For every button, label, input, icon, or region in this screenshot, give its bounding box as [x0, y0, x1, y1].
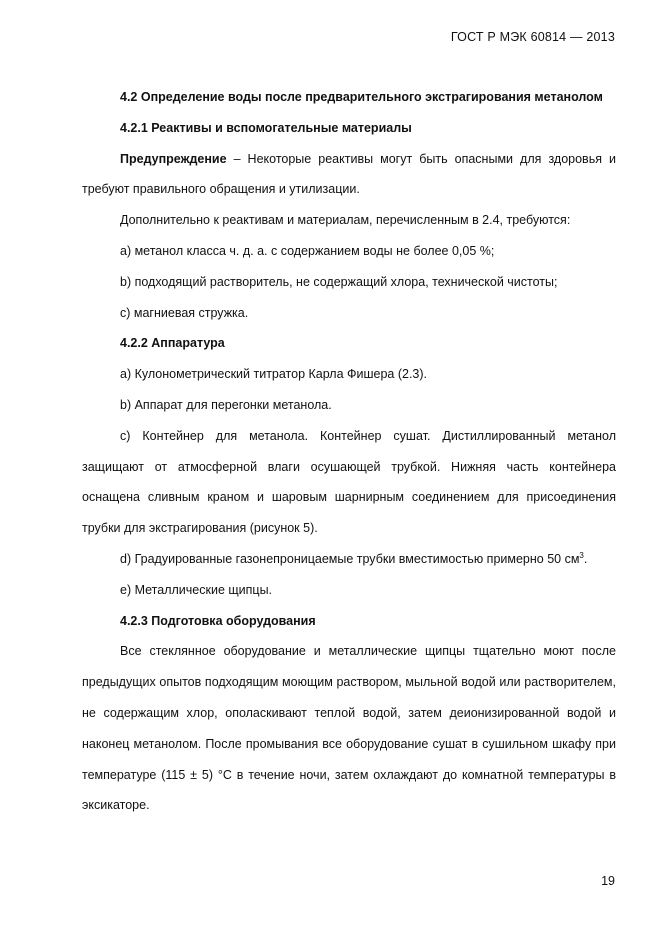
- additional-reagents-intro: Дополнительно к реактивам и материалам, перечисленным в 2.4, требуются:: [120, 213, 571, 228]
- apparatus-item-c: c) Контейнер для метанола. Контейнер сушат. Дистиллированный метанол защищают от атмосферной влаги осушающей трубкой. Нижняя часть контейнера оснащена сливным краном и шаровым шарнирным соединением для присоединения трубки для экстрагирования (рисунок 5).: [82, 428, 616, 536]
- apparatus-item-d-end: .: [583, 551, 588, 566]
- cubic-superscript: 3: [579, 550, 584, 560]
- apparatus-item-d: [82, 544, 616, 575]
- reagent-item-c: c) магниевая стружка.: [120, 305, 249, 320]
- apparatus-item-b: b) Аппарат для перегонки метанола.: [120, 397, 332, 412]
- warning-label: Предупреждение: [120, 151, 227, 166]
- warning-paragraph: [82, 144, 616, 206]
- reagent-item-a: a) метанол класса ч. д. а. с содержанием воды не более 0,05 %;: [120, 243, 495, 258]
- warning-text: – Некоторые реактивы могут быть опасными для здоровья и требуют правильного обращения и утилизации.: [82, 151, 616, 197]
- apparatus-item-e: e) Металлические щипцы.: [120, 582, 273, 597]
- page-body: [82, 82, 616, 821]
- page-number: 19: [601, 874, 615, 888]
- section-4-2-1-title: 4.2.1 Реактивы и вспомогательные материалы: [120, 120, 412, 135]
- section-4-2-3-title: 4.2.3 Подготовка оборудования: [120, 613, 316, 628]
- document-header: ГОСТ Р МЭК 60814 — 2013: [450, 30, 615, 44]
- preparation-paragraph: Все стеклянное оборудование и металлические щипцы тщательно моют после предыдущих опытов подходящим моющим раствором, мыльной водой или растворителем, не содержащим хлор, ополаскивают теплой водой, затем деионизированной водой и наконец метанолом. После промывания все оборудование сушат в сушильном шкафу при температуре (115 ± 5) °C в течение ночи, затем охлаждают до комнатной температуры в эксикаторе.: [82, 644, 616, 813]
- apparatus-item-a: a) Кулонометрический титратор Карла Фишера (2.3).: [120, 367, 428, 382]
- reagent-item-b: b) подходящий растворитель, не содержащий хлора, технической чистоты;: [120, 274, 558, 289]
- section-4-2-2-title: 4.2.2 Аппаратура: [120, 336, 225, 351]
- section-4-2-title: 4.2 Определение воды после предварительного экстрагирования метанолом: [120, 90, 603, 104]
- apparatus-item-d-text: d) Градуированные газонепроницаемые трубки вместимостью примерно 50 см: [120, 551, 580, 566]
